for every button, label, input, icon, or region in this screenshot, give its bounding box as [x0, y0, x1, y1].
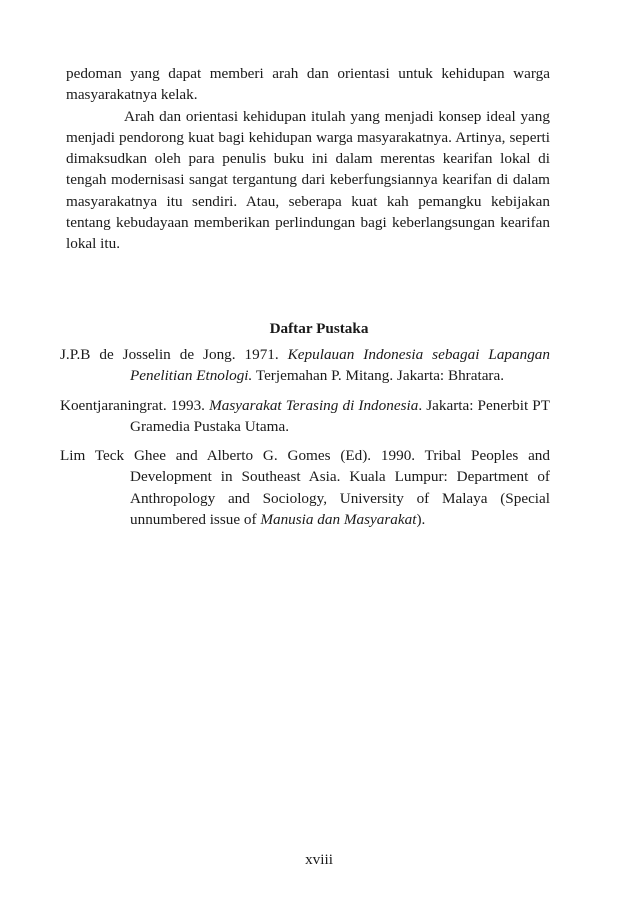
- body-text: [66, 63, 550, 255]
- reference-title: Masyarakat Terasing di Indonesia: [209, 396, 419, 414]
- reference-lead: Lim Teck Ghee and Alberto G. Gomes (Ed). 1990. Tribal Peoples and Development in Southeast Asia. Kuala Lumpur: Department of Anthropology and Sociology, University of Malaya (Special unnumbered issue of: [60, 447, 550, 529]
- reference-item: [60, 445, 550, 530]
- paragraph-main: Arah dan orientasi kehidupan itulah yang menjadi konsep ideal yang menjadi pendorong kuat bagi kehidupan warga masyarakatnya. Artinya, seperti dimaksudkan oleh para penulis buku ini dalam merentas kearifan lokal di tengah modernisasi sangat tergantung dari keberfungsiannya kearifan di dalam masyarakatnya itu sendiri. Atau, seberapa kuat kah pemangku kebijakan tentang kebudayaan memberikan perlindungan bagi keberlangsungan kearifan lokal itu.: [66, 107, 550, 253]
- reference-lead: J.P.B de Josselin de Jong. 1971.: [60, 346, 288, 363]
- references-list: [60, 344, 550, 538]
- page-number: xviii: [305, 851, 333, 868]
- reference-title: Manusia dan Masyarakat: [260, 511, 417, 529]
- reference-rest: ).: [416, 511, 426, 529]
- reference-item: [60, 344, 550, 387]
- reference-rest: . Jakarta: Penerbit PT Gramedia Pustaka Utama.: [130, 396, 551, 435]
- reference-item: [60, 395, 550, 438]
- reference-lead: Koentjaraningrat. 1993.: [60, 396, 210, 414]
- reference-title: Kepulauan Indonesia sebagai Lapangan Penelitian Etnologi.: [130, 346, 550, 385]
- references-heading: Daftar Pustaka: [269, 320, 369, 337]
- paragraph-continuation: pedoman yang dapat memberi arah dan orientasi untuk kehidupan warga masyarakatnya kelak.: [66, 65, 550, 104]
- reference-rest: Terjemahan P. Mitang. Jakarta: Bhratara.: [252, 367, 505, 385]
